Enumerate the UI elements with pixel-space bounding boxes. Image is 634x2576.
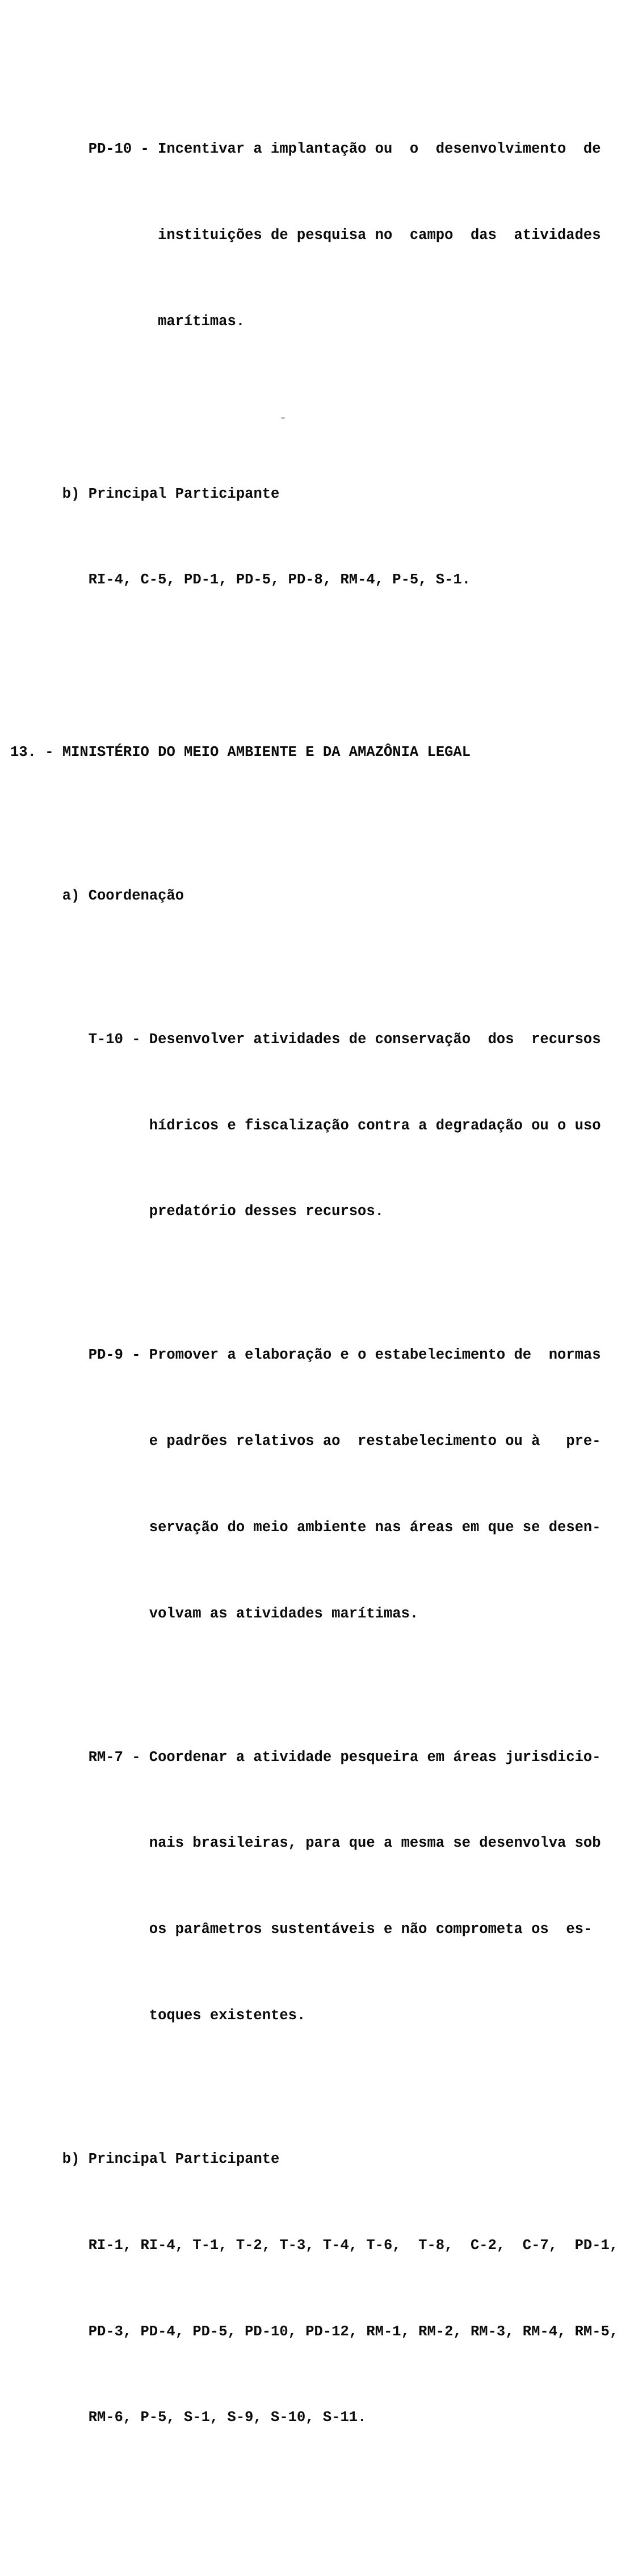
item-rm7-code-line: RM-7 - Coordenar a atividade pesqueira em áreas jurisdicio- — [88, 1749, 601, 1766]
section-heading: 13. - MINISTÉRIO DO MEIO AMBIENTE E DA AMAZÔNIA LEGAL — [10, 743, 471, 760]
subsection-label-a: a) Coordenação — [62, 887, 184, 904]
item-rm7-continuation-line: nais brasileiras, para que a mesma se desenvolva sob — [149, 1835, 601, 1852]
item-t10-continuation-line: hídricos e fiscalização contra a degradação ou o uso — [149, 1117, 601, 1134]
item-pd9-code-line: PD-9 - Promover a elaboração e o estabelecimento de normas — [88, 1347, 601, 1364]
item-pd9-continuation-line: volvam as atividades marítimas. — [149, 1605, 419, 1622]
codes-list-line: RM-6, P-5, S-1, S-9, S-10, S-11. — [88, 2409, 367, 2426]
item-rm7-continuation-line: toques existentes. — [149, 2007, 306, 2024]
item-rm7-continuation-line: os parâmetros sustentáveis e não comprometa os es- — [149, 1921, 593, 1938]
item-pd10-continuation-line: marítimas. — [158, 313, 245, 330]
codes-list-line: RI-1, RI-4, T-1, T-2, T-3, T-4, T-6, T-8, C-2, C-7, PD-1, — [88, 2237, 619, 2254]
item-pd10-code-line: PD-10 - Incentivar a implantação ou o desenvolvimento de — [88, 141, 601, 158]
item-pd9-continuation-line: e padrões relativos ao restabelecimento ou à pre- — [149, 1433, 601, 1450]
subsection-label-b: b) Principal Participante — [62, 2150, 280, 2167]
codes-list-line: PD-3, PD-4, PD-5, PD-10, PD-12, RM-1, RM-2, RM-3, RM-4, RM-5, — [88, 2323, 619, 2340]
scan-artifact-speck — [281, 417, 285, 419]
item-t10-code-line: T-10 - Desenvolver atividades de conservação dos recursos — [88, 1031, 601, 1048]
item-pd9-continuation-line: servação do meio ambiente nas áreas em que se desen- — [149, 1519, 601, 1536]
subsection-label-b: b) Principal Participante — [62, 485, 280, 502]
item-t10-continuation-line: predatório desses recursos. — [149, 1203, 384, 1220]
item-pd10-continuation-line: instituições de pesquisa no campo das atividades — [158, 227, 601, 244]
codes-list-line: RI-4, C-5, PD-1, PD-5, PD-8, RM-4, P-5, S-1. — [88, 571, 471, 589]
